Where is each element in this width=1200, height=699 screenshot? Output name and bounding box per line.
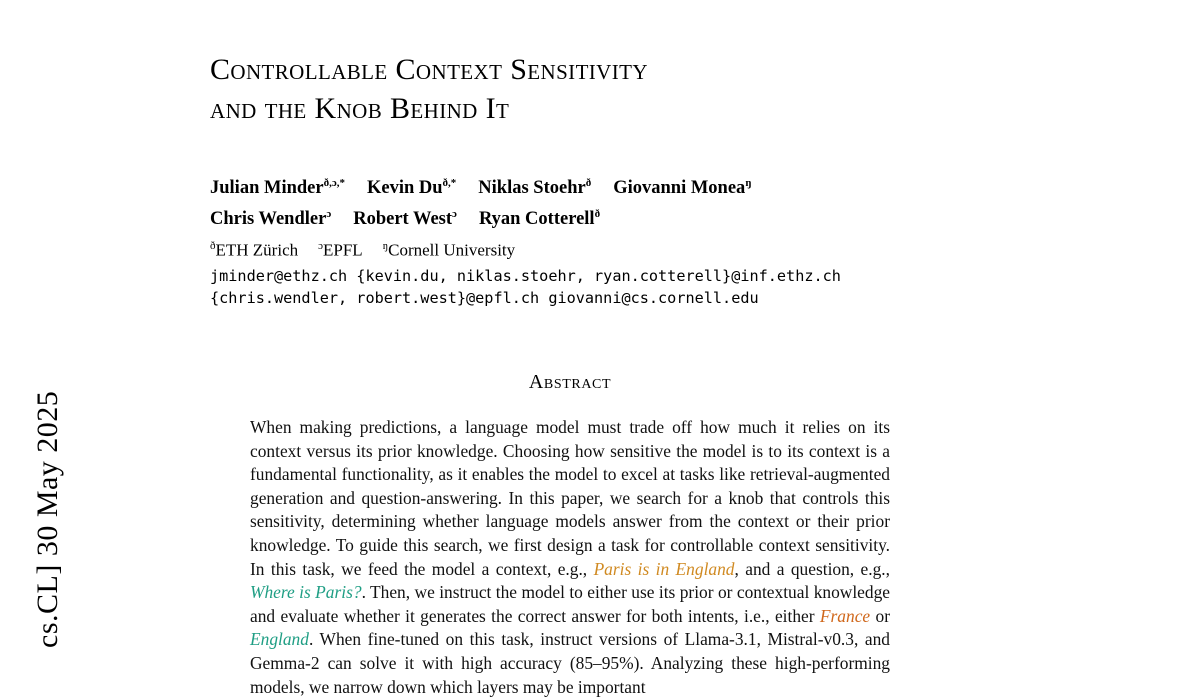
author-name: Giovanni Monea (613, 178, 746, 199)
author-name: Julian Minder (210, 178, 324, 199)
author-name: Robert West (353, 209, 453, 230)
contact-emails (210, 265, 930, 309)
affiliation-name: ETH Zürich (215, 240, 299, 260)
title-line-2: and the Knob Behind It (210, 92, 510, 125)
abstract-part-5: . When fine-tuned on this task, instruct versions of Llama-3.1, Mistral-v0.3, and Gemma-2 can solve it with high accuracy (85–95%). Analyzing (250, 629, 890, 673)
page-title (210, 50, 930, 128)
author-name: Ryan Cotterell (478, 209, 595, 230)
author-affil-marker: ð,* (442, 177, 457, 189)
author-row-2 (210, 201, 930, 232)
abstract-part-4: or (870, 605, 890, 626)
email-line[interactable]: {chris.wendler, robert.west}@epfl.ch giovanni@cs.cornell.edu (210, 288, 759, 307)
author-affil-marker: ɔ (452, 208, 457, 221)
author-name: Niklas Stoehr (478, 178, 586, 199)
abstract-heading: Abstract (528, 370, 612, 393)
abstract-context-example: Paris is in England (593, 558, 735, 579)
arxiv-identifier-stamp (18, 0, 78, 648)
author-name: Chris Wendler (210, 209, 327, 230)
author-affil-marker: ð (585, 177, 592, 189)
affiliation-list (210, 235, 930, 262)
abstract-part-3: . Then, we instruct the model to either use its prior or contextual knowledge and evaluate whether it generates the correct answer for both intents, i.e., either (250, 582, 891, 626)
author-list (210, 170, 930, 232)
affiliation-name: EPFL (323, 240, 363, 260)
affiliation-marker: ɔ (318, 240, 323, 253)
abstract-answer-context: England (250, 629, 309, 650)
affiliation-name: Cornell University (388, 240, 516, 260)
affiliation-marker: ð (210, 240, 216, 253)
author-affil-marker: ð (594, 208, 601, 221)
email-line[interactable]: jminder@ethz.ch {kevin.du, niklas.stoehr, ryan.cotterell}@inf.ethz.ch (210, 266, 841, 285)
author-affil-marker: ɔ (326, 208, 332, 221)
author-name: Kevin Du (366, 178, 443, 199)
abstract-text (250, 416, 890, 699)
abstract-question-example: Where is Paris? (250, 582, 362, 603)
title-line-1: Controllable Context Sensitivity (210, 53, 648, 86)
abstract-part-6-clipped: these high-performing models, we narrow down which layers may be important (250, 652, 890, 697)
author-row-1 (210, 170, 930, 201)
arxiv-stamp-text: cs.CL] 30 May 2025 (31, 390, 64, 648)
author-affil-marker: ŋ (745, 177, 752, 189)
author-affil-marker: ð,ɔ,* (323, 177, 345, 189)
affiliation-marker: ŋ (382, 240, 389, 253)
abstract-part-2: , and a question, e.g., (734, 558, 890, 579)
abstract-part-1: When making predictions, a language model must trade off how much it relies on its context versus its prior knowledge. Choosing how sensitive the model is to its context is a fundamental functionality, as it enables the model to excel at tasks like retrieval-augmented generation and question-answering. In this paper, we search for a knob that controls this sensitivity, determining whether language models answer from the context or their prior knowledge. To guide this search, we first design a task for controllable context sensitivity. In this task, we feed the model a context, e.g., (250, 416, 890, 579)
abstract-answer-prior: France (819, 605, 871, 626)
paper-page (210, 0, 930, 697)
